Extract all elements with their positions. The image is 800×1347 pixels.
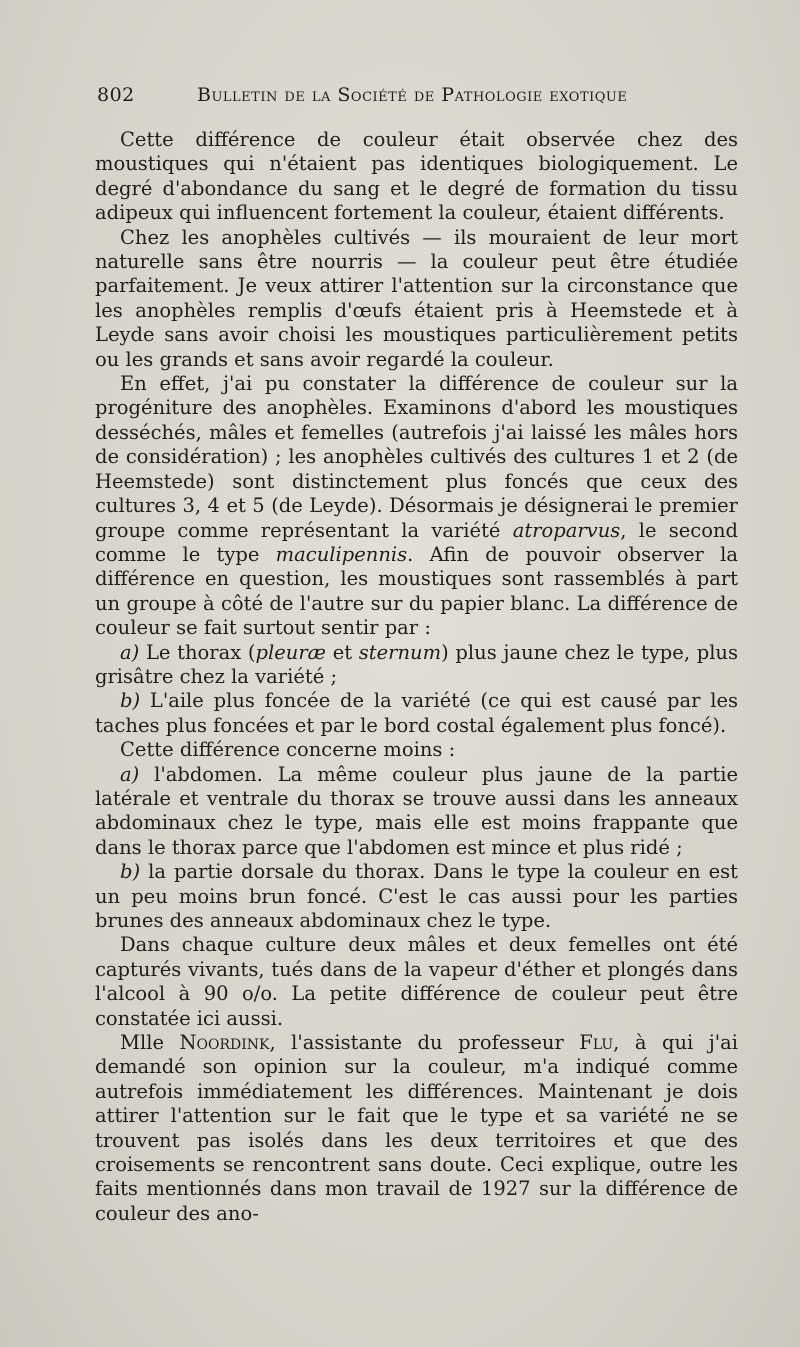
list-item [95,689,738,738]
item-label: a) [120,640,140,664]
paragraph: Chez les anophèles cultivés — ils mouraient de leur mort naturelle sans être nourris — la couleur peut être étudiée parfaitement. Je veux attirer l'attention sur la circonstance que les anophèles remplis d'œufs étaient pris à Heemstede et à Leyde sans avoir choisi les moustiques particulièrement petits ou les grands et sans avoir regardé la couleur. [95,225,738,371]
page-number: 802 [97,84,135,106]
person-name: Flu [579,1031,614,1055]
species-name: maculipennis [275,542,408,566]
list-item [95,860,738,933]
text-run: , l'assistante du professeur [269,1031,580,1055]
list-item [95,763,738,861]
text-run: l'abdomen. La même couleur plus jaune de la partie latérale et ventrale du thorax se trouve aussi dans les anneaux abdominaux chez le type, mais elle est moins frappante que dans le thorax parce que l'abdomen est mince et plus ridé ; [95,762,738,859]
species-name: atroparvus [512,518,621,542]
running-title: Bulletin de la Société de Pathologie exotique [197,84,628,106]
paragraph [95,1031,738,1226]
item-label: b) [120,860,141,884]
text-run: , à qui j'ai demandé son opinion sur la couleur, m'a indiqué comme autrefois immédiatement les différences. Maintenant je dois attirer l'attention sur le fait que le type et sa variété ne se trouvent pas isolés dans les deux territoires et que des croisements se rencontrent sans doute. Ceci explique, outre les faits mentionnés dans mon travail de 1927 sur la différence de couleur des ano- [95,1031,738,1225]
person-name: Noordink [179,1031,270,1055]
paragraph: Cette différence de couleur était observée chez des moustiques qui n'étaient pas identiques biologiquement. Le degré d'abondance du sang et le degré de formation du tissu adipeux qui influencent fortement la couleur, étaient différents. [95,128,738,225]
term: sternum [358,640,442,664]
article-body [95,128,738,1226]
text-run: la partie dorsale du thorax. Dans le type la couleur en est un peu moins brun foncé. C'est le cas aussi pour les parties brunes des anneaux abdominaux chez le type. [95,860,738,932]
term: pleuræ [255,640,326,664]
paragraph: Dans chaque culture deux mâles et deux femelles ont été capturés vivants, tués dans de la vapeur d'éther et plongés dans l'alcool à 90 o/o. La petite différence de couleur peut être constatée ici aussi. [95,933,738,1030]
item-label: b) [120,689,141,713]
text-run: L'aile plus foncée de la variété (ce qui est causé par les taches plus foncées et par le bord costal également plus foncé). [95,689,738,737]
text-run: ) plus jaune chez le type, plus grisâtre chez la variété ; [95,640,739,688]
text-run: Le thorax ( [139,640,256,664]
item-label: a) [120,762,140,786]
text-run: En effet, j'ai pu constater la différence de couleur sur la progéniture des anophèles. Examinons d'abord les moustiques desséchés, mâles et femelles (autrefois j'ai laissé les mâles hors de considération) ; les anophèles cultivés des cultures 1 et 2 (de Heemstede) sont distinctement plus foncés que ceux des cultures 3, 4 et 5 (de Leyde). Désormais je désignerai le premier groupe comme représentant la variété [95,372,738,542]
text-run: , le second comme le type [95,518,738,566]
list-item [95,641,738,690]
text-run: . Afin de pouvoir observer la différence en question, les moustiques sont rassemblés à part un groupe à côté de l'autre sur du papier blanc. La différence de couleur se fait surtout sentir par : [95,542,738,640]
text-run: Mlle [120,1031,180,1055]
paragraph [95,372,738,640]
text-run: et [326,640,359,664]
paragraph: Cette différence concerne moins : [120,738,456,762]
